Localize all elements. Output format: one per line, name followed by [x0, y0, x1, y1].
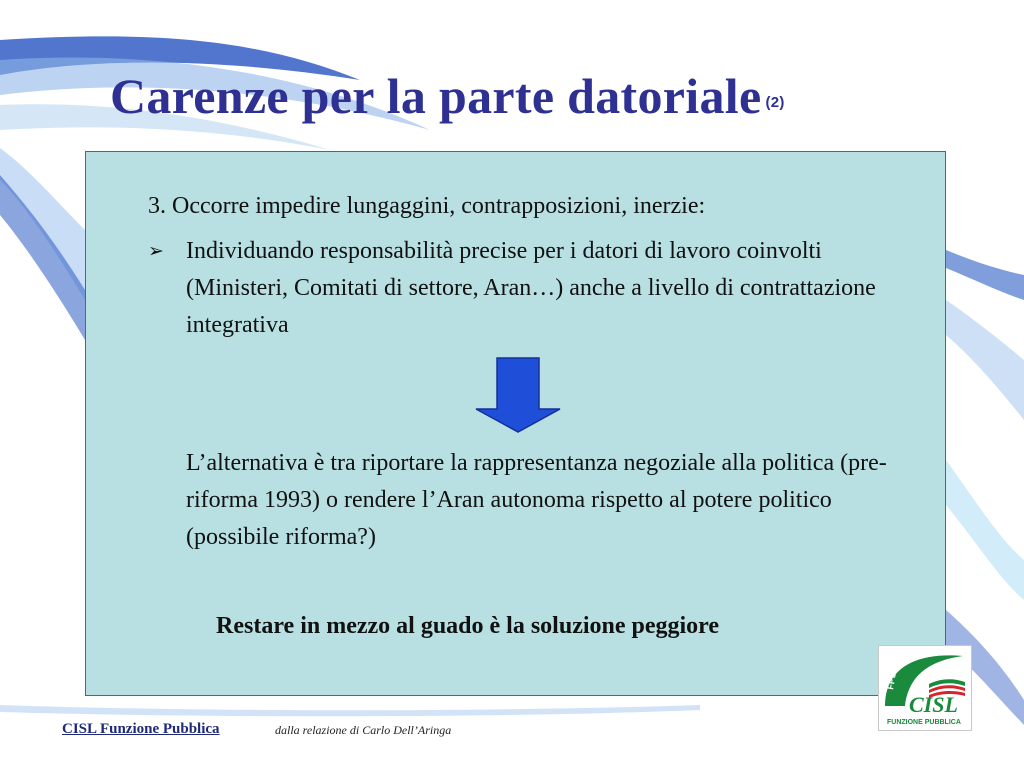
logo-fps-text: FPS: [885, 671, 899, 691]
point-3-text: 3. Occorre impedire lungaggini, contrapposizioni, inerzie:: [148, 193, 706, 219]
down-arrow-icon: [475, 357, 561, 433]
arrowhead-bullet-icon: ➢: [148, 241, 164, 262]
footer-organization: CISL Funzione Pubblica: [62, 721, 220, 737]
bullet-text: Individuando responsabilità precise per i datori di lavoro coinvolti (Ministeri, Comitati di settore, Aran…) anche a livello di contrattazione integrativa: [186, 238, 876, 338]
cisl-logo: [878, 645, 972, 731]
slide-title-text: Carenze per la parte datoriale: [110, 68, 762, 124]
slide-title-superscript: (2): [765, 94, 785, 111]
logo-subtitle-text: FUNZIONE PUBBLICA: [887, 719, 961, 726]
footer-note: dalla relazione di Carlo Dell’Aringa: [275, 723, 452, 737]
cisl-logo-mark: [879, 646, 971, 730]
conclusion-text: Restare in mezzo al guado è la soluzione peggiore: [216, 613, 720, 639]
logo-cisl-text: CISL: [909, 692, 958, 717]
alternative-text: L’alternativa è tra riportare la rappresentanza negoziale alla politica (pre-riforma 1993) o rendere l’Aran autonoma rispetto al potere politico (possibile riforma?): [186, 450, 887, 550]
slide-title: [110, 66, 785, 133]
content-box: [85, 151, 946, 696]
